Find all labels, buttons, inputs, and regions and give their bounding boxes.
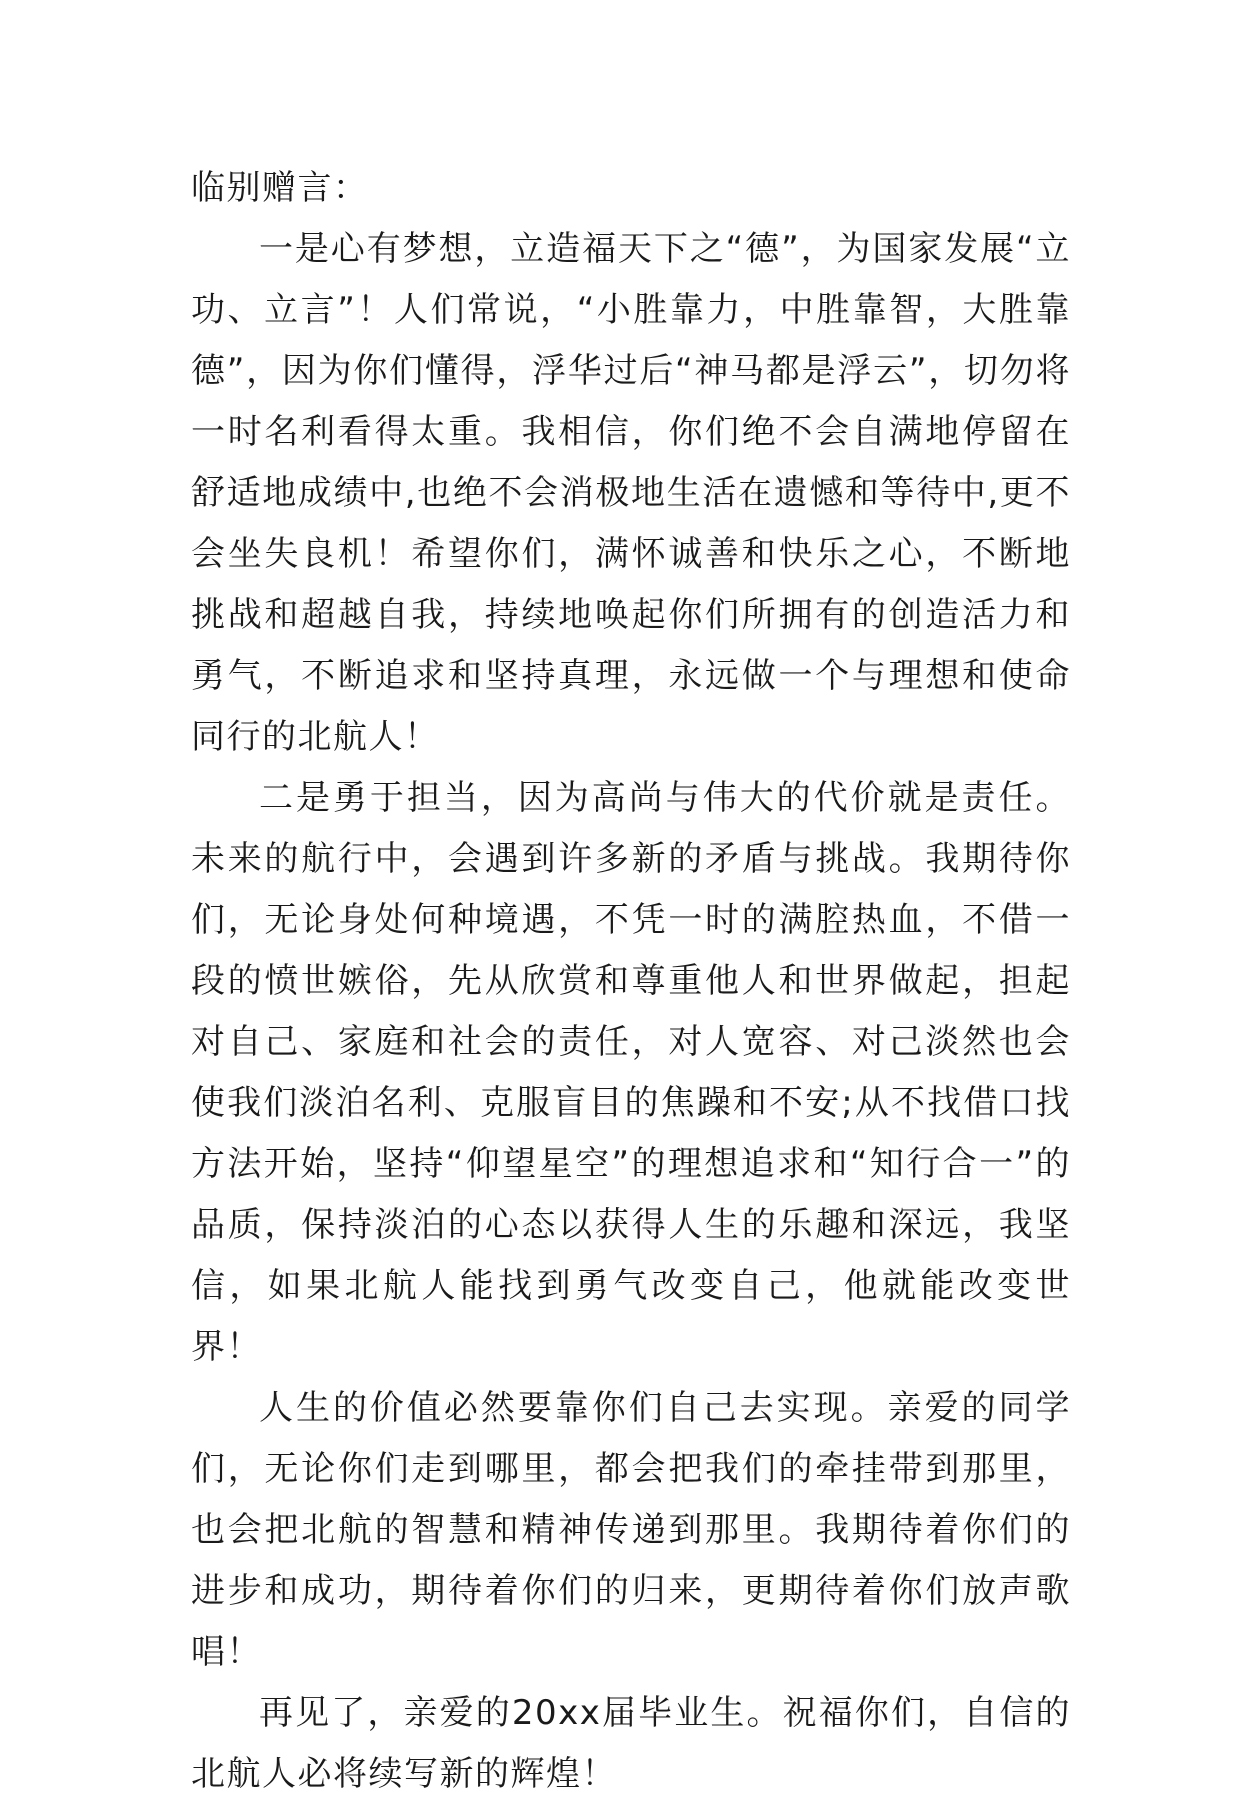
paragraph-life-value: 人生的价值必然要靠你们自己去实现。亲爱的同学们，无论你们走到哪里，都会把我们的牵挂带到那里，也会把北航的智慧和精神传递到那里。我期待着你们的进步和成功，期待着你们的归来，更期待着你们放声歌唱！	[191, 1388, 1071, 1672]
document-heading: 临别赠言：	[191, 168, 369, 208]
document-body	[191, 158, 1071, 1805]
paragraph-dream: 一是心有梦想，立造福天下之“德”，为国家发展“立功、立言”！人们常说，“小胜靠力，中胜靠智，大胜靠德”，因为你们懂得，浮华过后“神马都是浮云”，切勿将一时名利看得太重。我相信，你们绝不会自满地停留在舒适地成绩中,也绝不会消极地生活在遗憾和等待中,更不会坐失良机！希望你们，满怀诚善和快乐之心，不断地挑战和超越自我，持续地唤起你们所拥有的创造活力和勇气，不断追求和坚持真理，永远做一个与理想和使命同行的北航人！	[191, 229, 1071, 757]
paragraph-responsibility: 二是勇于担当，因为高尚与伟大的代价就是责任。未来的航行中，会遇到许多新的矛盾与挑战。我期待你们，无论身处何种境遇，不凭一时的满腔热血，不借一段的愤世嫉俗，先从欣赏和尊重他人和世界做起，担起对自己、家庭和社会的责任，对人宽容、对己淡然也会使我们淡泊名利、克服盲目的焦躁和不安;从不找借口找方法开始，坚持“仰望星空”的理想追求和“知行合一”的品质，保持淡泊的心态以获得人生的乐趣和深远，我坚信，如果北航人能找到勇气改变自己，他就能改变世界！	[191, 778, 1071, 1367]
paragraph-farewell: 再见了，亲爱的20xx届毕业生。祝福你们，自信的北航人必将续写新的辉煌！	[191, 1693, 1071, 1794]
